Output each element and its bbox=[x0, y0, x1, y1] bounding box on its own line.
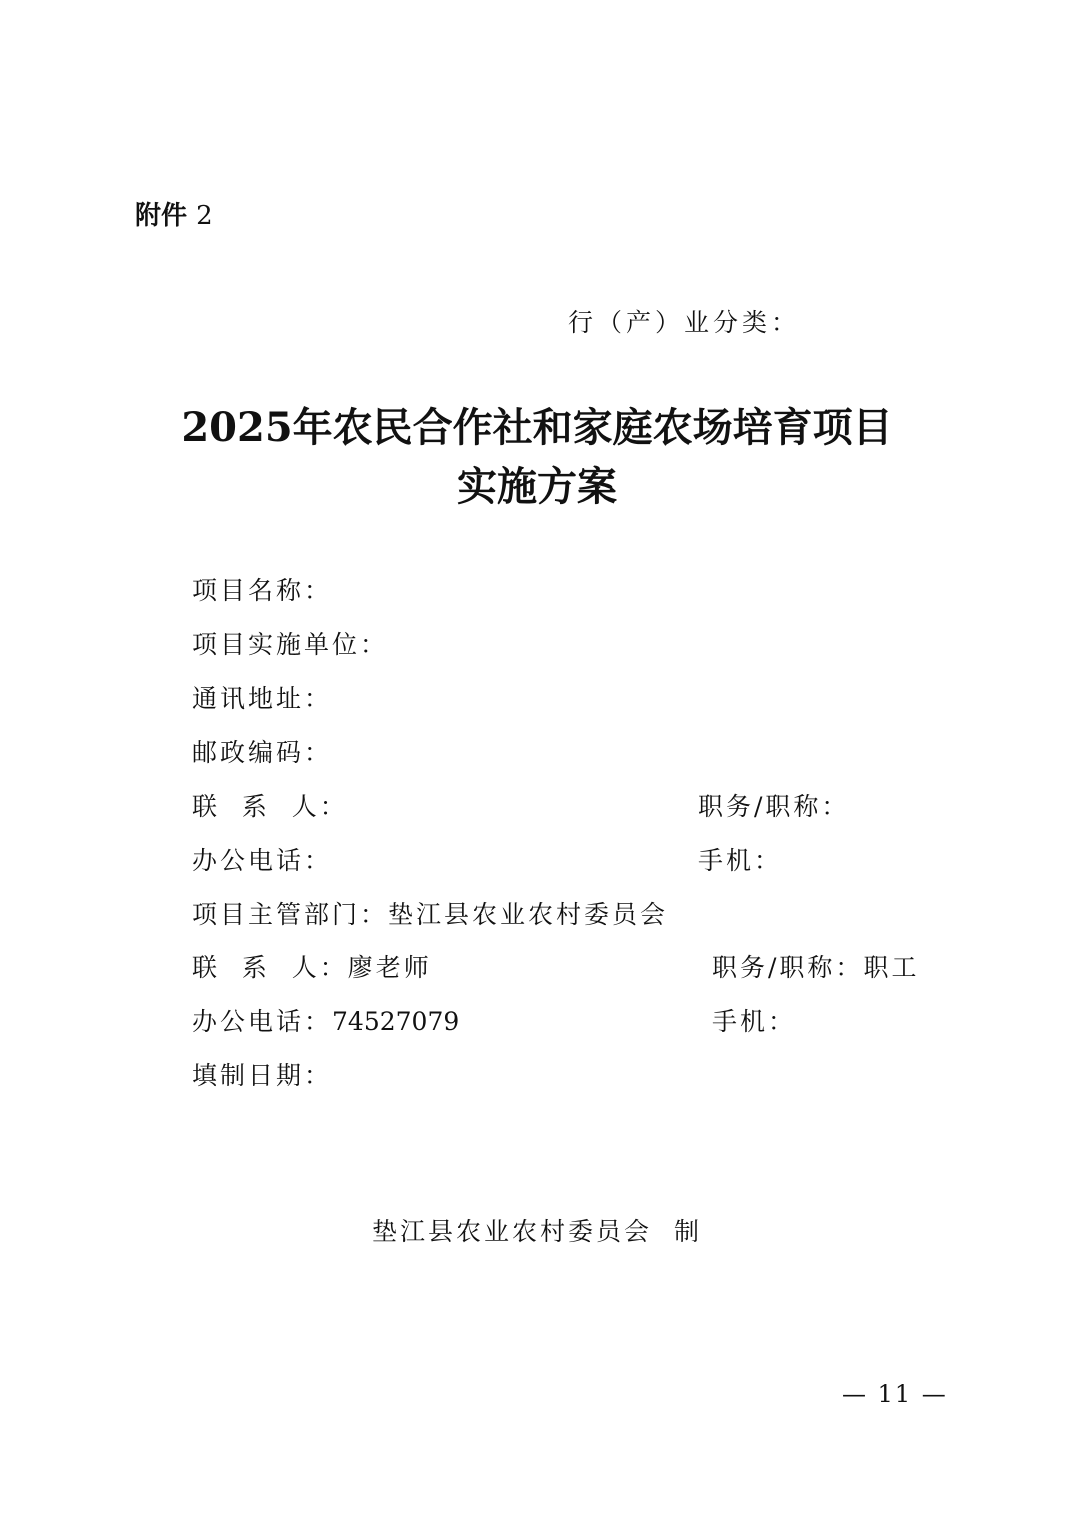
contact-label: 联 系 人： bbox=[192, 792, 348, 821]
authority-value: 垫江县农业农村委员会 bbox=[388, 900, 669, 929]
fill-date-label: 填制日期： bbox=[192, 1061, 333, 1090]
authority-phone-row bbox=[192, 1002, 459, 1038]
implementing-unit-label: 项目实施单位： bbox=[192, 630, 389, 659]
page-number: — 11 — bbox=[842, 1380, 948, 1408]
issuer-line: 垫江县农业农村委员会 制 bbox=[372, 1217, 702, 1246]
authority-contact-value: 廖老师 bbox=[347, 953, 432, 982]
postcode-label: 邮政编码： bbox=[192, 738, 333, 767]
authority-phone-value: 74527079 bbox=[332, 1007, 460, 1036]
authority-contact-label: 联 系 人： bbox=[192, 953, 348, 982]
position-label: 职务/职称： bbox=[698, 792, 850, 821]
authority-mobile-label: 手机： bbox=[712, 1007, 797, 1036]
address-label: 通讯地址： bbox=[192, 684, 333, 713]
attachment-number: 2 bbox=[196, 201, 213, 231]
attachment-text: 附件 bbox=[135, 201, 188, 231]
authority-phone-label: 办公电话： bbox=[192, 1007, 333, 1036]
authority-label: 项目主管部门： bbox=[192, 900, 389, 929]
document-title-line1: 2025年农民合作社和家庭农场培育项目 bbox=[181, 404, 893, 451]
authority-contact-row bbox=[192, 948, 432, 984]
category-label: 行（产）业分类： bbox=[568, 308, 801, 337]
mobile-label: 手机： bbox=[698, 846, 783, 875]
authority-position-label: 职务/职称： bbox=[712, 953, 864, 982]
office-phone-label: 办公电话： bbox=[192, 846, 333, 875]
authority-position-value: 职工 bbox=[863, 953, 920, 982]
authority-position-row bbox=[712, 948, 919, 984]
project-name-label: 项目名称： bbox=[192, 576, 333, 605]
attachment-label bbox=[135, 195, 213, 232]
authority-row bbox=[192, 895, 668, 931]
document-title-line2: 实施方案 bbox=[457, 463, 617, 510]
